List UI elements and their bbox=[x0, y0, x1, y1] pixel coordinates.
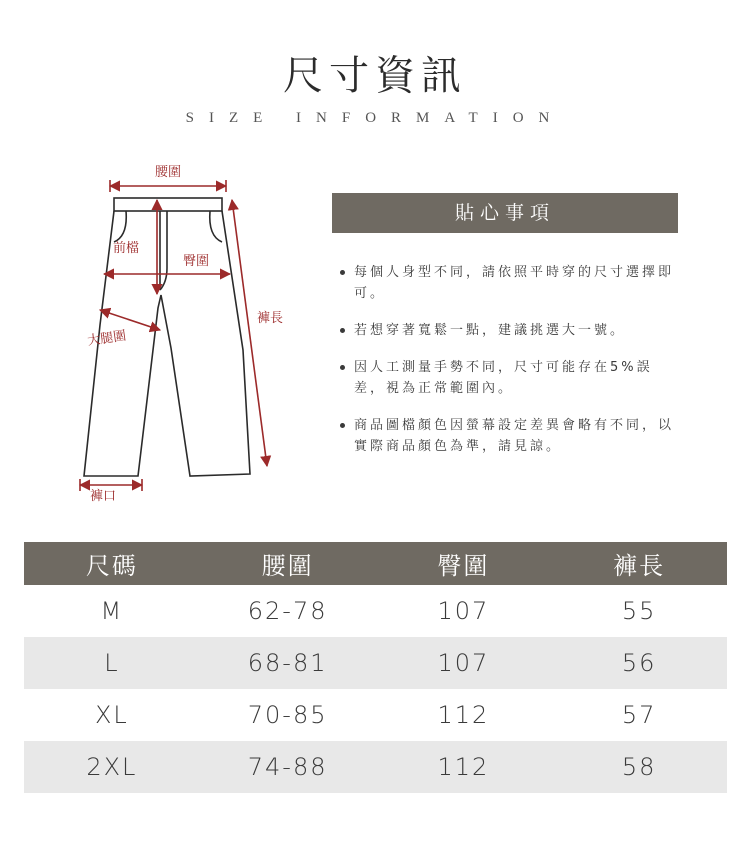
tip-item: 若想穿著寬鬆一點，建議挑選大一號。 bbox=[340, 320, 680, 341]
cell-waist: 70-85 bbox=[247, 701, 328, 729]
tips-title: 貼心事項 bbox=[332, 193, 678, 233]
size-table bbox=[24, 542, 727, 793]
thigh-arrow bbox=[100, 310, 160, 330]
header-length: 褲長 bbox=[613, 552, 666, 580]
rise-label: 前檔 bbox=[112, 241, 140, 256]
tip-item: 每個人身型不同，請依照平時穿的尺寸選擇即可。 bbox=[340, 262, 680, 304]
cell-size: 2XL bbox=[86, 753, 138, 781]
thigh-label: 大腿圍 bbox=[86, 328, 128, 349]
length-arrow bbox=[232, 200, 267, 466]
cell-length: 57 bbox=[621, 701, 657, 729]
tip-item: 商品圖檔顏色因螢幕設定差異會略有不同，以實際商品顏色為準，請見諒。 bbox=[340, 415, 680, 457]
page-subtitle: SIZE INFORMATION bbox=[185, 110, 565, 126]
page-title: 尺寸資訊 bbox=[283, 53, 467, 99]
hip-label: 臀圍 bbox=[182, 254, 210, 269]
size-table-header bbox=[24, 542, 727, 585]
hem-label: 褲口 bbox=[89, 489, 117, 504]
header-hip: 臀圍 bbox=[437, 552, 490, 580]
cell-hip: 112 bbox=[437, 753, 490, 781]
length-label: 褲長 bbox=[256, 311, 284, 326]
pants-diagram bbox=[60, 150, 320, 520]
cell-hip: 112 bbox=[437, 701, 490, 729]
cell-size: XL bbox=[94, 701, 129, 729]
cell-length: 58 bbox=[621, 753, 657, 781]
table-row bbox=[24, 689, 727, 741]
table-row bbox=[24, 637, 727, 689]
tip-item: 因人工測量手勢不同，尺寸可能存在5%誤差，視為正常範圍內。 bbox=[340, 357, 680, 399]
cell-length: 56 bbox=[621, 649, 657, 677]
cell-size: L bbox=[104, 649, 120, 677]
cell-waist: 68-81 bbox=[247, 649, 328, 677]
cell-hip: 107 bbox=[437, 649, 490, 677]
cell-size: M bbox=[100, 597, 124, 625]
cell-waist: 74-88 bbox=[247, 753, 328, 781]
tips-list bbox=[340, 262, 680, 473]
header-size: 尺碼 bbox=[85, 552, 138, 580]
cell-waist: 62-78 bbox=[247, 597, 328, 625]
table-row bbox=[24, 585, 727, 637]
header-waist: 腰圍 bbox=[261, 552, 314, 580]
cell-hip: 107 bbox=[437, 597, 490, 625]
cell-length: 55 bbox=[621, 597, 657, 625]
waist-label: 腰圍 bbox=[154, 165, 182, 180]
table-row bbox=[24, 741, 727, 793]
